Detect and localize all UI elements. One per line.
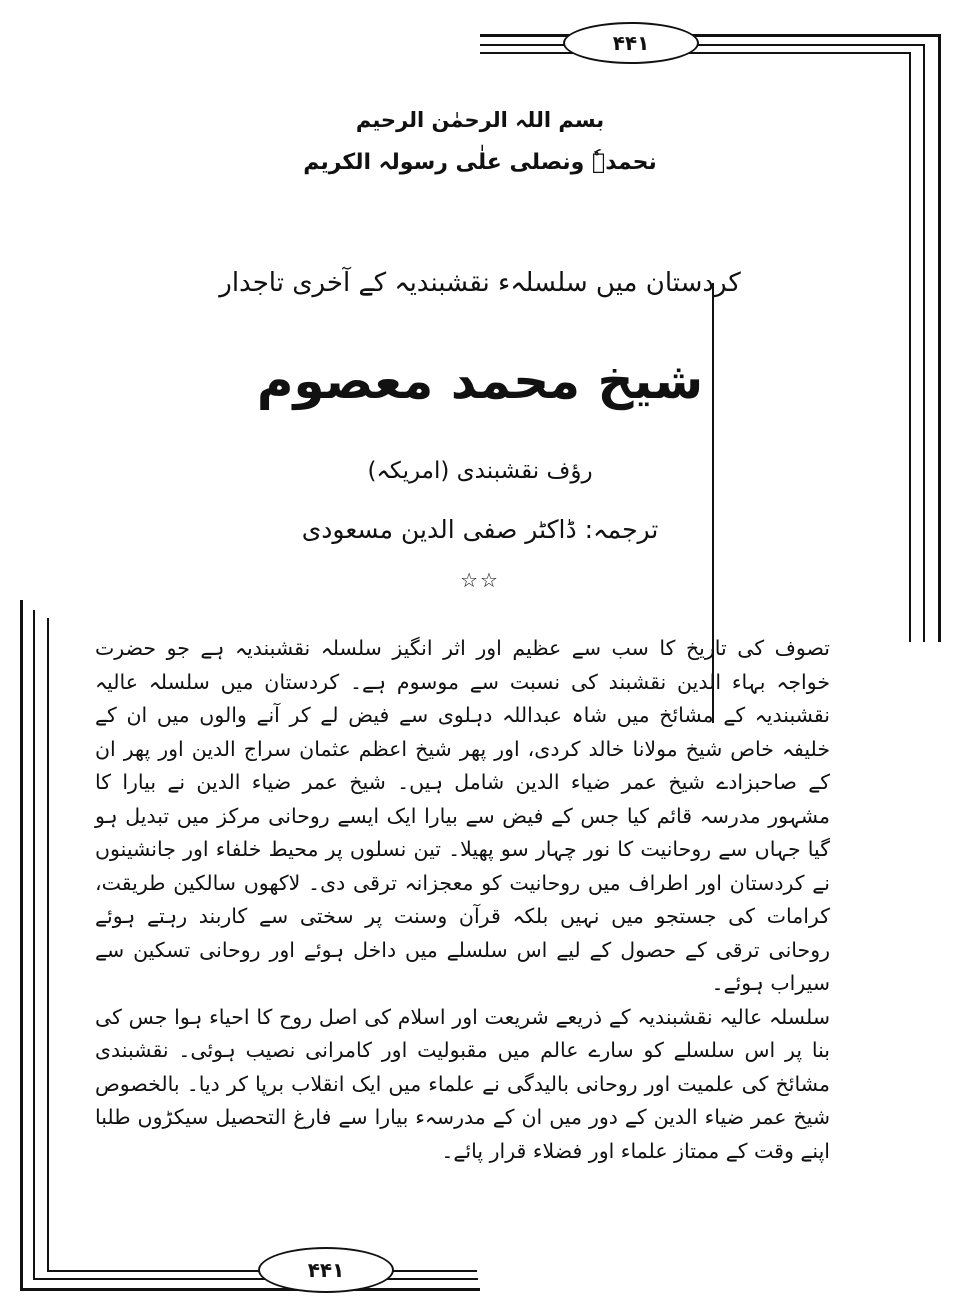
- frame-right-line-third: [909, 52, 911, 642]
- frame-bottom-line-inner: [33, 1278, 478, 1280]
- frame-left-line-third: [47, 618, 49, 1272]
- star-separator: ☆☆: [460, 568, 500, 592]
- frame-left-line-outer: [20, 600, 23, 1290]
- frame-right-line-inner: [923, 44, 925, 642]
- page-number-bottom: ۴۴۱: [258, 1247, 394, 1293]
- frame-left-line-inner: [33, 610, 35, 1280]
- frame-top-line-outer: [480, 34, 940, 37]
- frame-bottom-line-outer: [20, 1288, 480, 1291]
- translator-line: ترجمہ: ڈاکٹر صفی الدین مسعودی: [301, 515, 659, 544]
- article-subtitle: کردستان میں سلسلہء نقشبندیہ کے آخری تاجدار: [219, 268, 741, 298]
- article-title: شیخ محمد معصوم: [256, 352, 704, 410]
- paragraph-2: سلسلہ عالیہ نقشبندیہ کے ذریعے شریعت اور اسلام کی اصل روح کا احیاء ہوا جس کی بنا پر اس سلسلے کو سارے عالم میں مقبولیت اور کامرانی نصیب ہوئی۔ نقشبندی مشائخ کی علمیت اور روحانی بالیدگی نے علماء میں ایک انقلاب برپا کر دیا۔ بالخصوص شیخ عمر ضیاء الدین کے دور میں ان کے مدرسہء بیارا سے فارغ التحصیل سیکڑوں طلبا اپنے وقت کے ممتاز علماء اور فضلاء قرار پائے۔: [95, 1004, 830, 1163]
- basmala: بسم اللہ الرحمٰن الرحیم: [355, 108, 605, 132]
- author-line: رؤف نقشبندی (امریکہ): [367, 458, 593, 484]
- paragraph-1: تصوف کی تاریخ کا سب سے عظیم اور اثر انگیز سلسلہ نقشبندیہ ہے جو حضرت خواجہ بہاء الدین نقشبند کی نسبت سے موسوم ہے۔ کردستان میں سلسلہ عالیہ نقشبندیہ کے مشائخ میں شاہ عبداللہ دہلوی سے فیض لے کر آنے والوں میں ان کے خلیفہ خاص شیخ مولانا خالد کردی، اور پھر شیخ اعظم عثمان سراج الدین اور پھر ان کے صاحبزادے شیخ عمر ضیاء الدین شامل ہیں۔ شیخ عمر ضیاء الدین نے بیارا کا مشہور مدرسہ قائم کیا جس کے فیض سے بیارا ایک ایسے روحانی مرکز میں تبدیل ہو گیا جہاں سے روحانیت کا نور چہار سو پھیلا۔ تین نسلوں پر محیط خلفاء اور جانشینوں نے کردستان اور اطراف میں روحانیت کو معجزانہ ترقی دی۔ لاکھوں سالکین طریقت، کرامات کی جستجو میں نہیں بلکہ قرآن وسنت پر سختی سے کاربند رہتے ہوئے روحانی ترقی کے حصول کے لیے اس سلسلے میں داخل ہوئے اور روحانی تسکین سے سیراب ہوئے۔: [95, 636, 830, 995]
- hamd-line: نحمدہٗ ونصلی علٰی رسولہ الکریم: [303, 150, 657, 175]
- frame-top-line-inner: [480, 44, 925, 46]
- frame-top-line-third: [480, 52, 910, 54]
- page-number-top: ۴۴۱: [563, 22, 699, 64]
- article-body: [95, 632, 830, 1168]
